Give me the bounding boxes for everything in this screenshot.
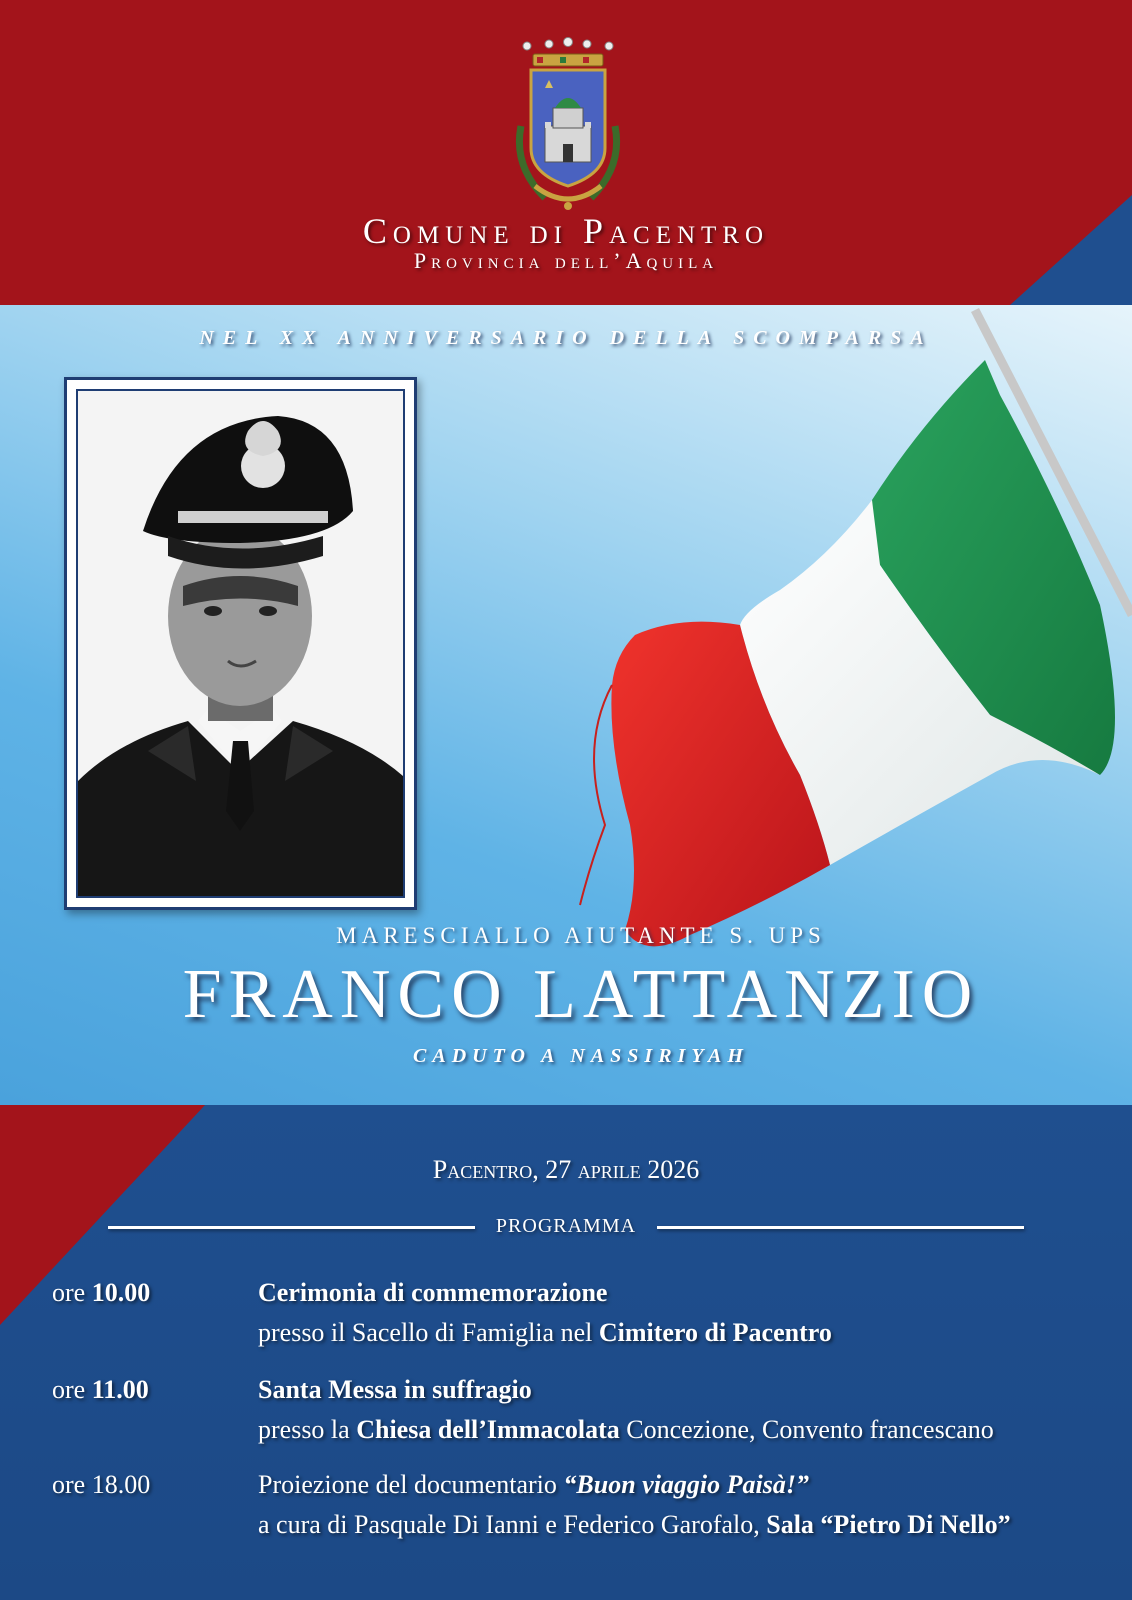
event-detail-text: presso la: [258, 1415, 357, 1444]
provincia-subtitle: Provincia dell’Aquila: [413, 248, 719, 273]
event-title: [258, 1470, 809, 1500]
caduto-subtitle: CADUTO A NASSIRIYAH: [413, 1045, 749, 1067]
event-detail-place: Cimitero di Pacentro: [598, 1318, 832, 1347]
event-title: Cerimonia di commemorazione: [258, 1278, 608, 1307]
documentary-title: “Buon viaggio Paisà!”: [563, 1470, 809, 1499]
event-time-value: 10.00: [91, 1278, 151, 1307]
event-time-prefix: ore: [52, 1278, 92, 1307]
comune-title: Comune di Pacentro: [362, 211, 770, 251]
event-detail-text: presso il Sacello di Famiglia nel: [258, 1318, 599, 1347]
programma-heading: PROGRAMMA: [495, 1215, 637, 1237]
rank-label: MARESCIALLO AIUTANTE S. UPS: [336, 923, 826, 948]
event-time-value: 11.00: [91, 1375, 149, 1404]
portrait-photo: [76, 389, 405, 898]
event-time: ore 18.00: [52, 1470, 151, 1499]
memorial-banner: [0, 305, 1132, 1105]
event-detail: [258, 1510, 1011, 1540]
event-detail: [258, 1415, 994, 1445]
date-location: Pacentro, 27 aprile 2026: [432, 1155, 700, 1184]
event-time: [52, 1278, 150, 1308]
event-detail-place: Sala “Pietro Di Nello”: [766, 1510, 1011, 1539]
event-time-prefix: ore: [52, 1375, 92, 1404]
coat-of-arms-icon: [505, 36, 631, 216]
portrait-frame: [64, 377, 417, 910]
event-detail-suffix: Concezione, Convento francescano: [619, 1415, 994, 1444]
event-time: [52, 1375, 149, 1405]
event-detail-text: a cura di Pasquale Di Ianni e Federico Garofalo,: [258, 1510, 767, 1539]
event-detail-place: Chiesa dell’Immacolata: [356, 1415, 620, 1444]
anniversary-heading: NEL XX ANNIVERSARIO DELLA SCOMPARSA: [199, 327, 933, 349]
person-name: FRANCO LATTANZIO: [182, 956, 980, 1033]
event-title-text: Proiezione del documentario: [258, 1470, 564, 1499]
event-detail: [258, 1318, 832, 1348]
event-title: Santa Messa in suffragio: [258, 1375, 532, 1404]
